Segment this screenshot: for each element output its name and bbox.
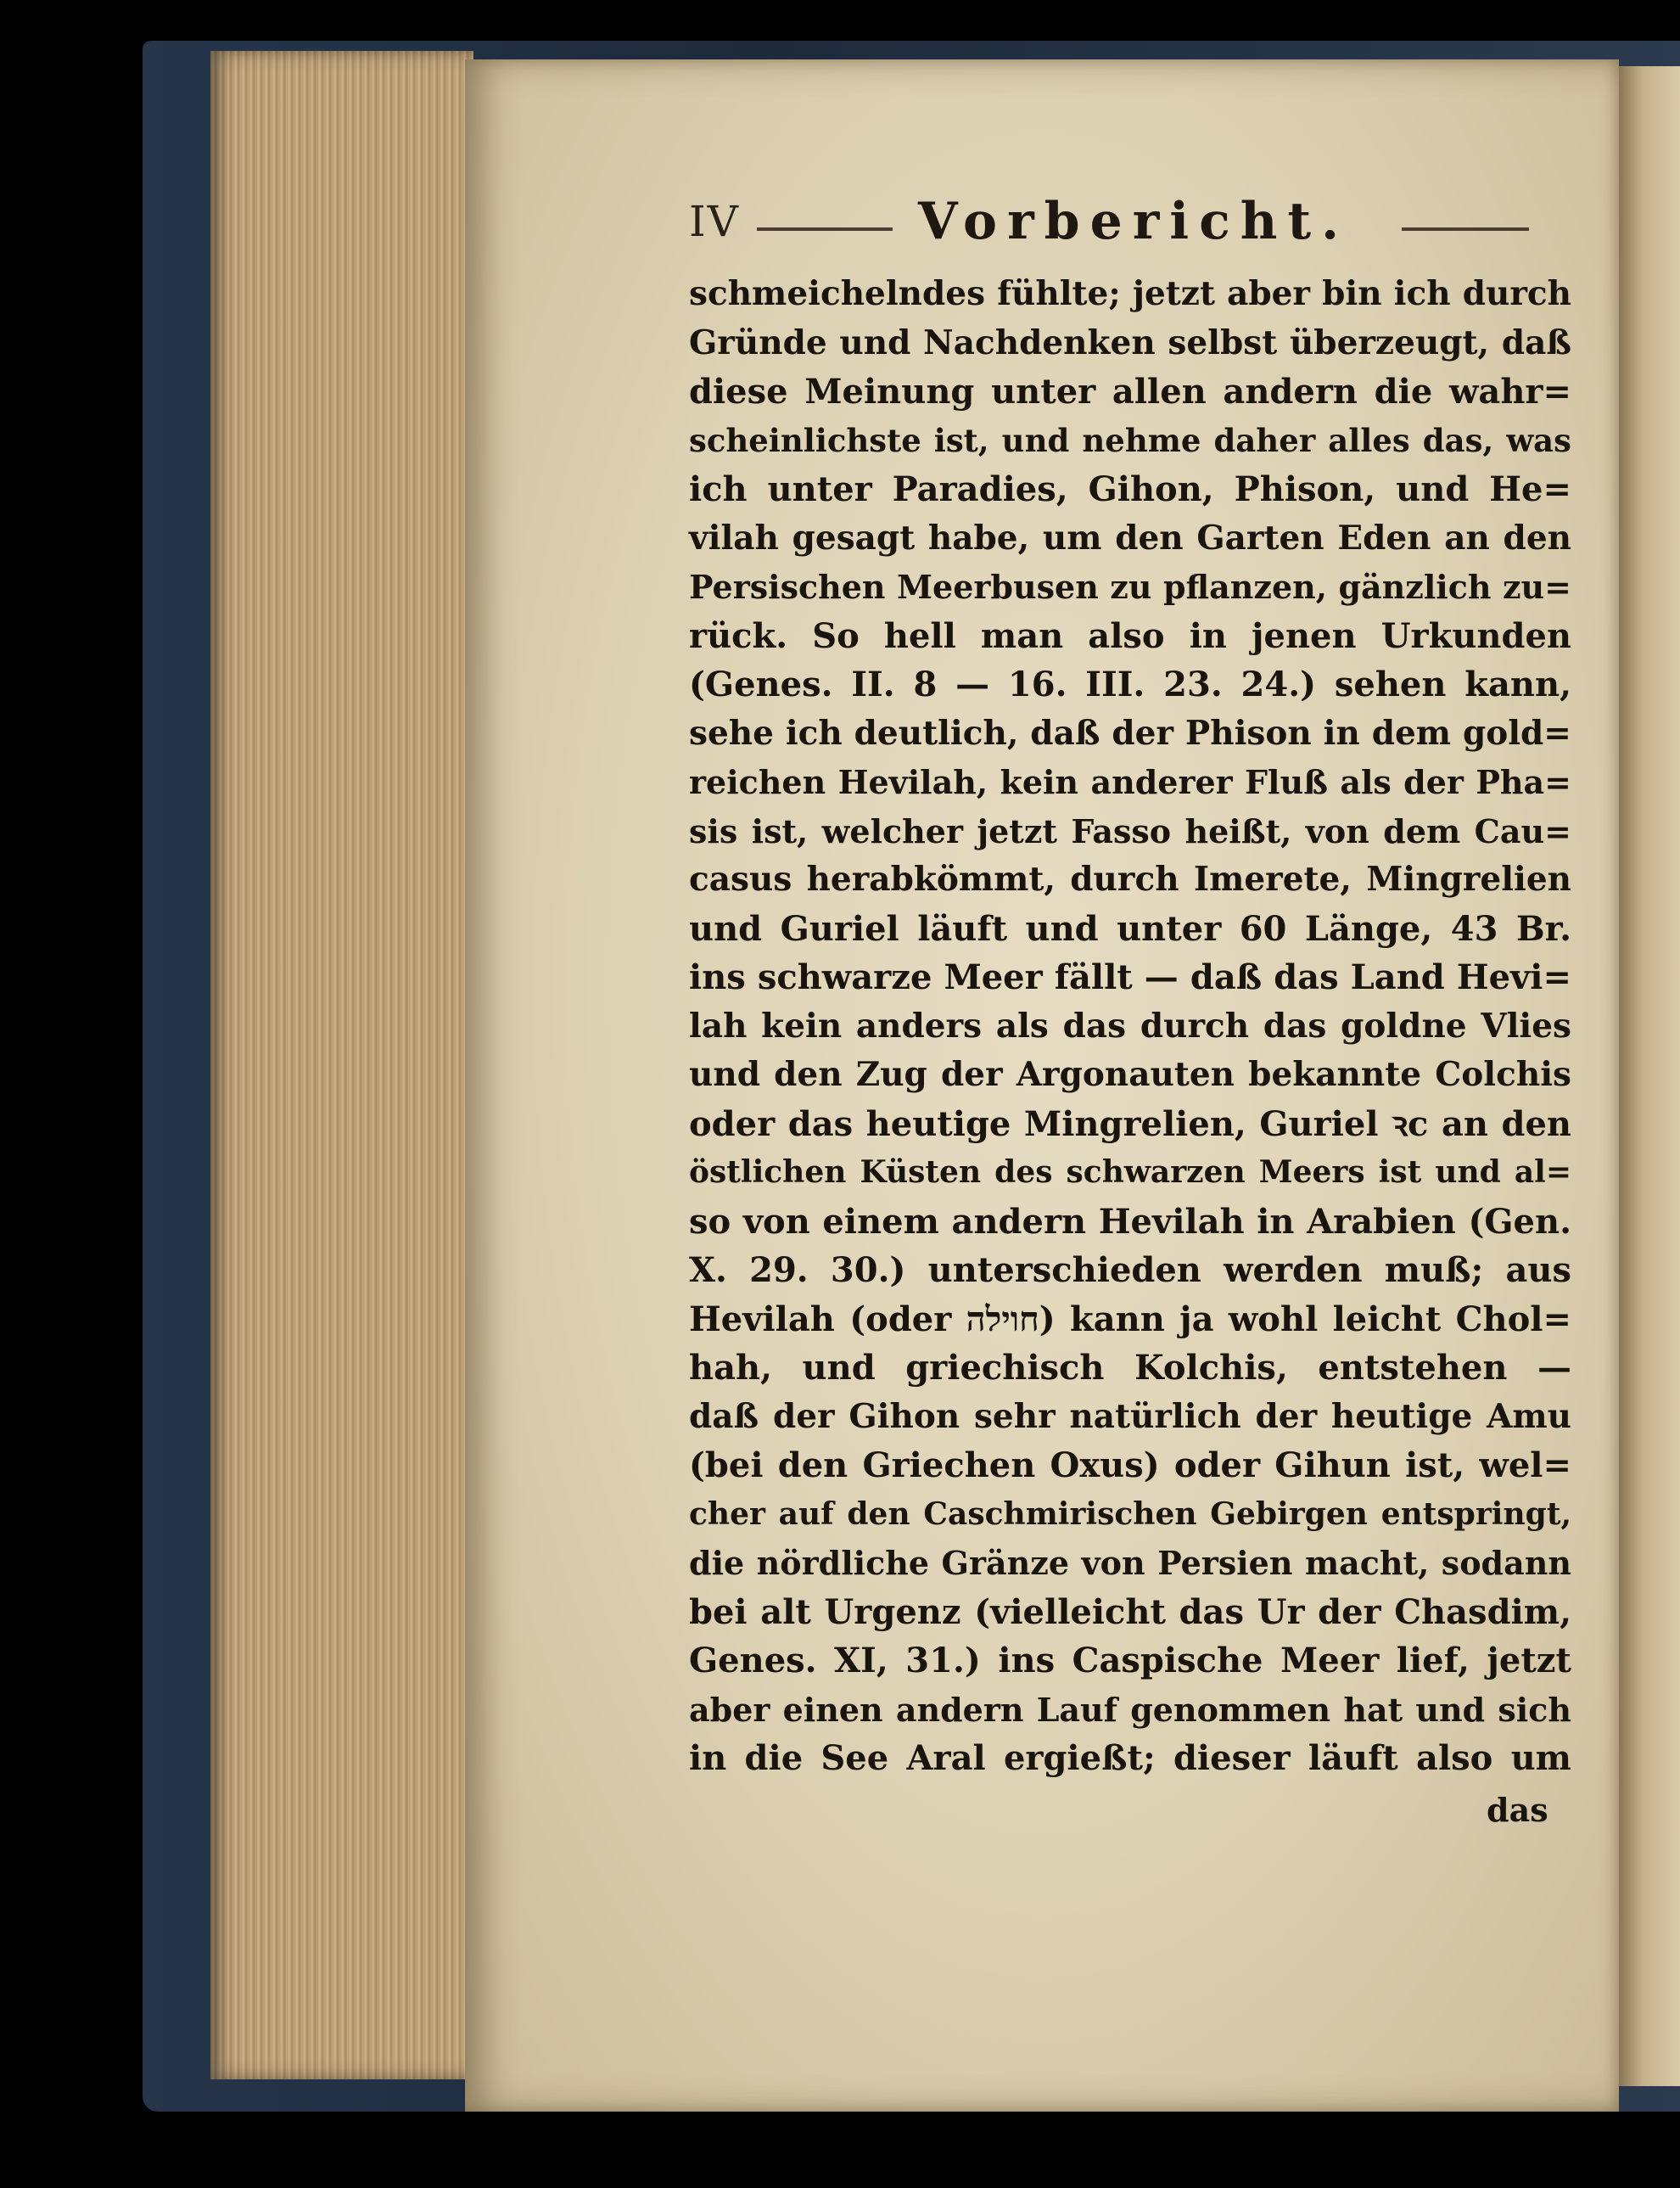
text-line: ins schwarze Meer fällt — daß das Land Hevi=	[689, 957, 1571, 997]
catchword: das	[1487, 1791, 1548, 1829]
text-line: hah, und griechisch Kolchis, entstehen —	[689, 1348, 1571, 1388]
text-line: vilah gesagt habe, um den Garten Eden an den	[689, 518, 1571, 558]
text-line: und den Zug der Argonauten bekannte Colchis	[689, 1055, 1571, 1094]
page-header	[689, 192, 1571, 265]
text-line: rück. So hell man also in jenen Urkunden	[689, 615, 1571, 656]
text-line: in die See Aral ergießt; dieser läuft also um	[689, 1738, 1571, 1778]
page-edges	[210, 51, 473, 2079]
text-line: Persischen Meerbusen zu pflanzen, gänzlich zu=	[689, 568, 1571, 606]
text-line: sehe ich deutlich, daß der Phison in dem gold=	[689, 713, 1571, 753]
header-rule-right	[1402, 227, 1529, 231]
text-line: Genes. XI, 31.) ins Caspische Meer lief, jetzt	[689, 1641, 1571, 1680]
text-line: (Genes. II. 8 — 16. III. 23. 24.) sehen kann,	[689, 665, 1571, 704]
text-line: diese Meinung unter allen andern die wahr=	[689, 372, 1571, 412]
text-line: Hevilah (oder חוילה) kann ja wohl leicht Chol=	[689, 1299, 1571, 1339]
text-line: bei alt Urgenz (vielleicht das Ur der Chasdim,	[689, 1591, 1571, 1632]
text-line: reichen Hevilah, kein anderer Fluß als der Pha=	[689, 763, 1571, 801]
body-text	[689, 270, 1571, 1783]
text-line: casus herabkömmt, durch Imerete, Mingrelien	[689, 860, 1571, 899]
text-line: und Guriel läuft und unter 60 Länge, 43 Br.	[689, 908, 1571, 949]
text-line: schmeichelndes fühlte; jetzt aber bin ich durch	[689, 274, 1571, 313]
text-line: die nördliche Gränze von Persien macht, sodann	[689, 1544, 1571, 1582]
text-line: oder das heutige Mingrelien, Guriel ꝛc an den	[689, 1103, 1571, 1144]
facing-page-edge	[1619, 66, 1680, 2086]
text-line: Gründe und Nachdenken selbst überzeugt, daß	[689, 323, 1571, 362]
text-line: östlichen Küsten des schwarzen Meers ist und al=	[689, 1154, 1571, 1190]
text-line: lah kein anders als das durch das goldne Vlies	[689, 1006, 1571, 1046]
text-line: daß der Gihon sehr natürlich der heutige Amu	[689, 1396, 1571, 1436]
text-line: aber einen andern Lauf genommen hat und sich	[689, 1690, 1571, 1729]
text-line: sis ist, welcher jetzt Fasso heißt, von dem Cau=	[689, 811, 1571, 850]
header-rule-left	[757, 227, 893, 231]
running-title: Vorbericht.	[918, 192, 1349, 251]
text-line: so von einem andern Hevilah in Arabien (Gen.	[689, 1201, 1571, 1242]
text-line: scheinlichste ist, und nehme daher alles das, was	[689, 421, 1571, 459]
text-line: X. 29. 30.) unterschieden werden muß; aus	[689, 1250, 1571, 1290]
page-number: IV	[689, 197, 740, 246]
text-line: (bei den Griechen Oxus) oder Gihun ist, wel=	[689, 1445, 1571, 1485]
text-line: cher auf den Caschmirischen Gebirgen entspringt,	[689, 1495, 1571, 1532]
text-line: ich unter Paradies, Gihon, Phison, und He=	[689, 469, 1571, 509]
